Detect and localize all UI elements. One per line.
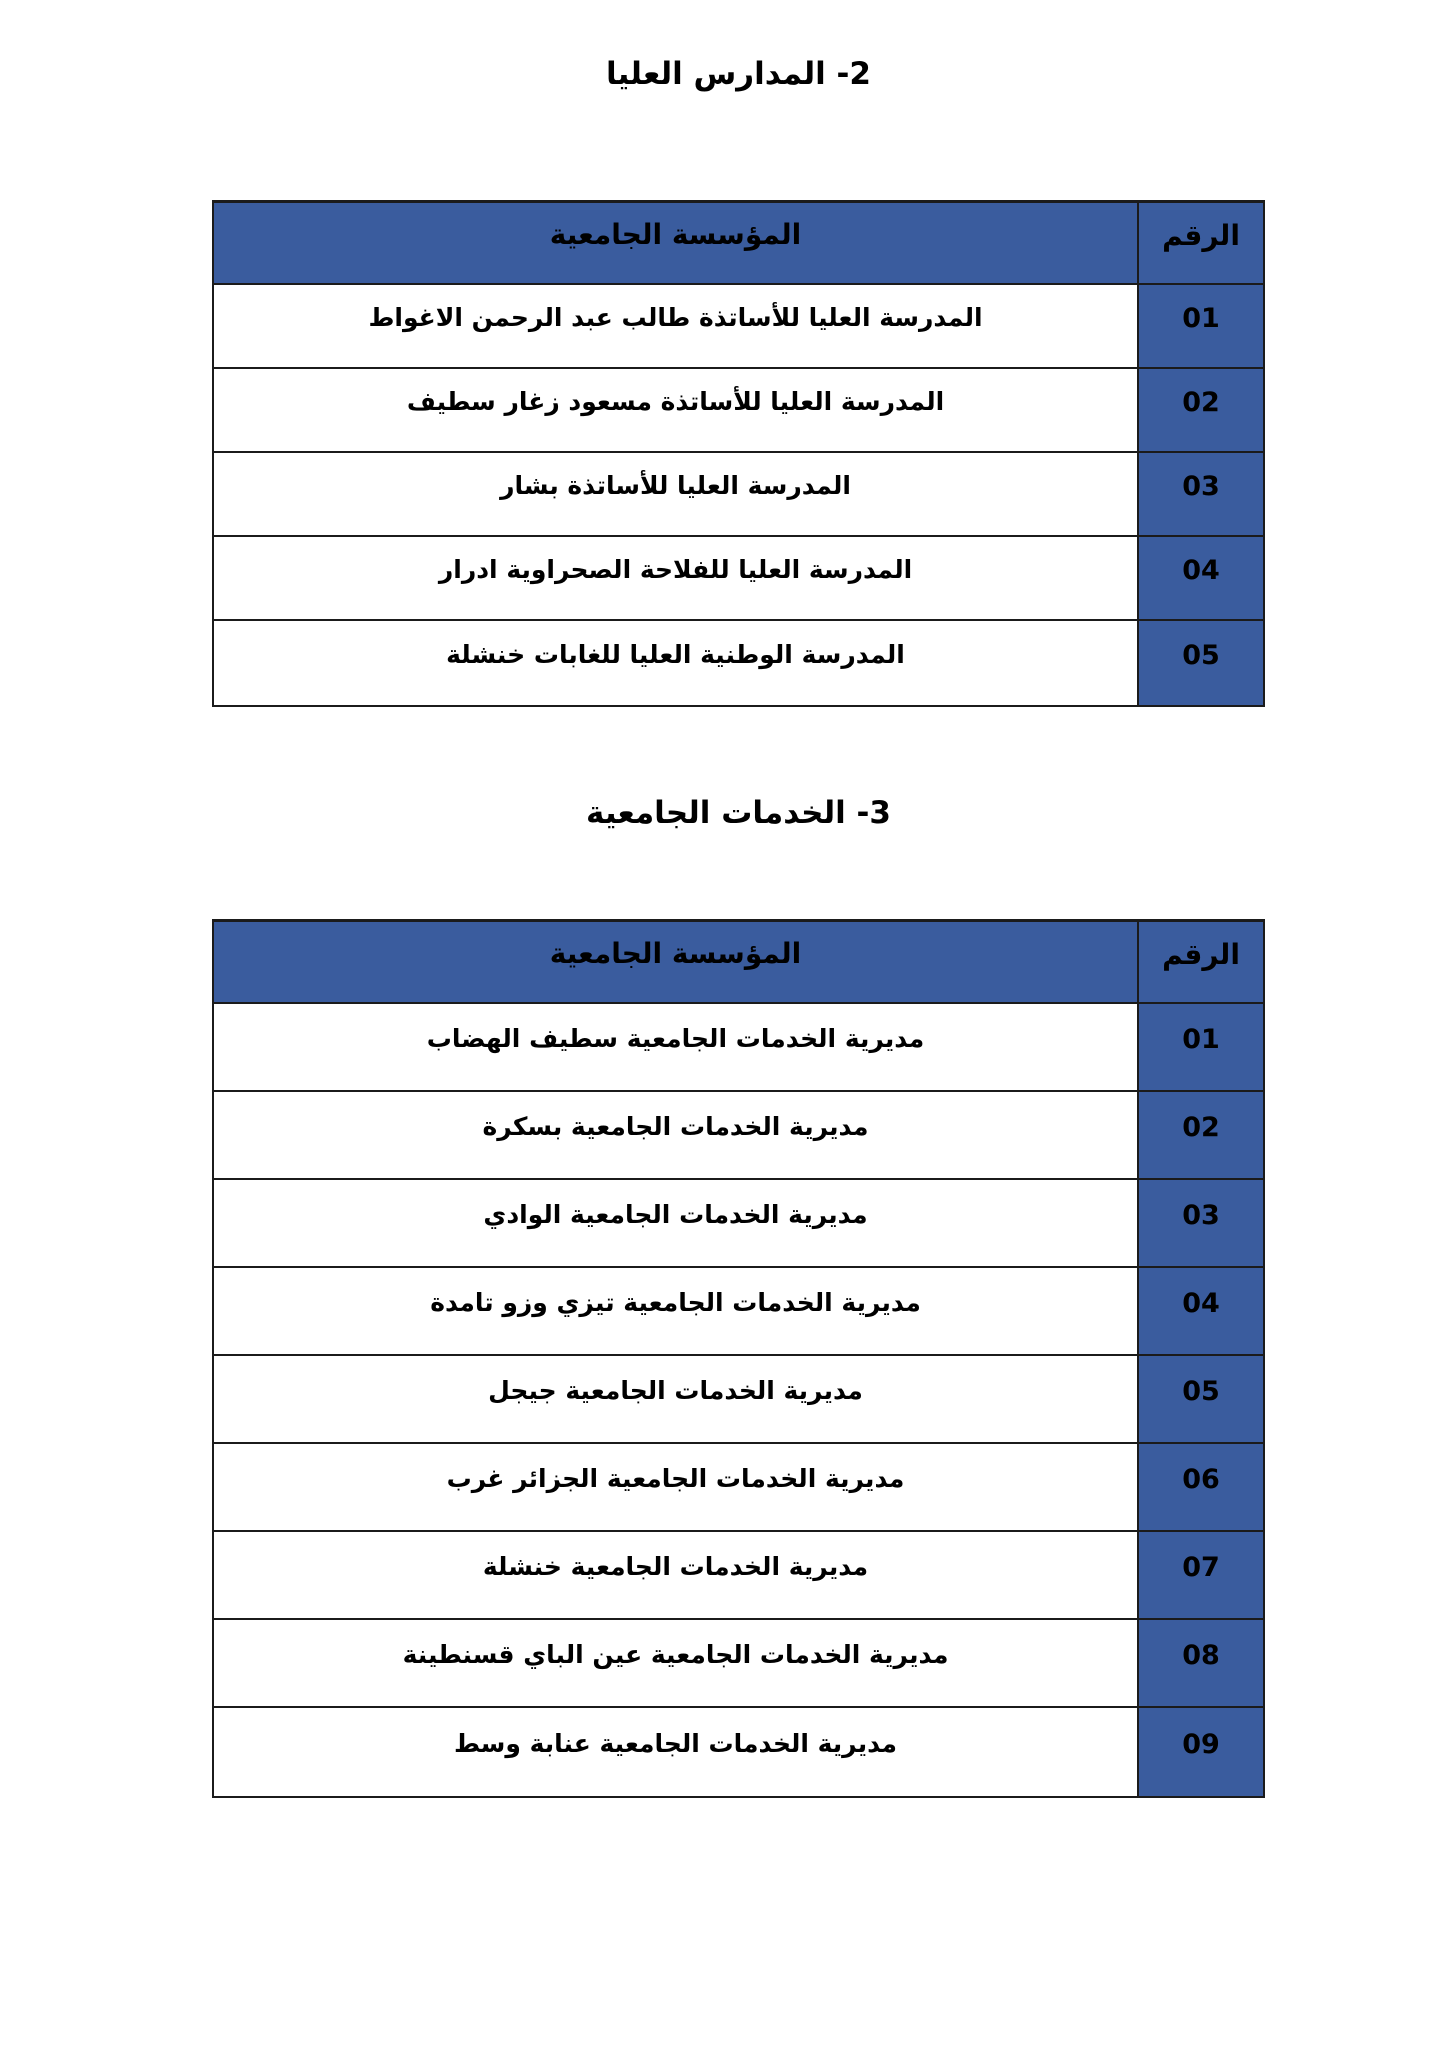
higher-schools-table (212, 200, 1265, 707)
institution-cell: مديرية الخدمات الجامعية عين الباي قسنطينة (214, 1620, 1137, 1706)
table-row (214, 1708, 1263, 1796)
table-row (214, 1268, 1263, 1356)
institution-cell: المدرسة الوطنية العليا للغابات خنشلة (214, 621, 1137, 705)
number-column-header: الرقم (1137, 203, 1263, 283)
institution-cell: المدرسة العليا للأساتذة بشار (214, 453, 1137, 535)
table-row (214, 369, 1263, 453)
number-column-header: الرقم (1137, 922, 1263, 1002)
row-number-cell: 03 (1137, 1180, 1263, 1266)
table-row (214, 537, 1263, 621)
row-number-cell: 03 (1137, 453, 1263, 535)
document-page (212, 0, 1265, 1798)
institution-cell: المدرسة العليا للأساتذة مسعود زغار سطيف (214, 369, 1137, 451)
institution-cell: مديرية الخدمات الجامعية تيزي وزو تامدة (214, 1268, 1137, 1354)
section-university-services-title: 3- الخدمات الجامعية (586, 795, 891, 831)
row-number-cell: 04 (1137, 1268, 1263, 1354)
institution-column-header: المؤسسة الجامعية (214, 922, 1137, 1002)
table-row (214, 1620, 1263, 1708)
table-row (214, 1356, 1263, 1444)
university-services-table (212, 919, 1265, 1798)
table-row (214, 621, 1263, 705)
row-number-cell: 05 (1137, 1356, 1263, 1442)
row-number-cell: 07 (1137, 1532, 1263, 1618)
table-header-row (214, 203, 1263, 285)
institution-cell: المدرسة العليا للفلاحة الصحراوية ادرار (214, 537, 1137, 619)
table-row (214, 1092, 1263, 1180)
row-number-cell: 09 (1137, 1708, 1263, 1796)
institution-cell: مديرية الخدمات الجامعية عنابة وسط (214, 1708, 1137, 1796)
row-number-cell: 05 (1137, 621, 1263, 705)
institution-column-header: المؤسسة الجامعية (214, 203, 1137, 283)
institution-cell: المدرسة العليا للأساتذة طالب عبد الرحمن الاغواط (214, 285, 1137, 367)
section-higher-schools-title: 2- المدارس العليا (606, 56, 871, 92)
row-number-cell: 02 (1137, 369, 1263, 451)
institution-cell: مديرية الخدمات الجامعية خنشلة (214, 1532, 1137, 1618)
table-row (214, 453, 1263, 537)
institution-cell: مديرية الخدمات الجامعية سطيف الهضاب (214, 1004, 1137, 1090)
row-number-cell: 02 (1137, 1092, 1263, 1178)
institution-cell: مديرية الخدمات الجامعية الجزائر غرب (214, 1444, 1137, 1530)
table-row (214, 1444, 1263, 1532)
table-row (214, 285, 1263, 369)
row-number-cell: 04 (1137, 537, 1263, 619)
row-number-cell: 08 (1137, 1620, 1263, 1706)
row-number-cell: 06 (1137, 1444, 1263, 1530)
table-row (214, 1004, 1263, 1092)
table-row (214, 1532, 1263, 1620)
row-number-cell: 01 (1137, 285, 1263, 367)
table-row (214, 1180, 1263, 1268)
table-header-row (214, 922, 1263, 1004)
institution-cell: مديرية الخدمات الجامعية بسكرة (214, 1092, 1137, 1178)
institution-cell: مديرية الخدمات الجامعية الوادي (214, 1180, 1137, 1266)
row-number-cell: 01 (1137, 1004, 1263, 1090)
institution-cell: مديرية الخدمات الجامعية جيجل (214, 1356, 1137, 1442)
